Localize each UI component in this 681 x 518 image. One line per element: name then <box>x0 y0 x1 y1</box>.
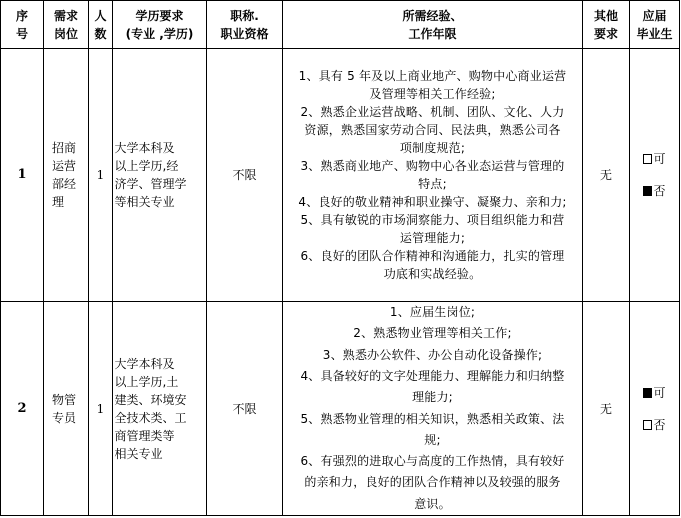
headcount-cell: 1 <box>89 49 113 302</box>
position-cell: 物管 专员 <box>44 302 89 516</box>
header-position: 需求 岗位 <box>44 1 89 49</box>
graduate-option-no[interactable]: 否 <box>630 416 679 434</box>
row-number: 2 <box>1 302 44 516</box>
education-cell: 大学本科及 以上学历,经 济学、管理学 等相关专业 <box>113 49 207 302</box>
table-row <box>1 302 680 516</box>
table-row <box>1 49 680 302</box>
graduate-option-yes[interactable]: 可 <box>630 150 679 168</box>
other-requirements-cell: 无 <box>583 49 630 302</box>
checkbox-icon <box>643 186 652 196</box>
checkbox-icon <box>643 420 652 430</box>
title-cell: 不限 <box>207 49 283 302</box>
header-count: 人 数 <box>89 1 113 49</box>
checkbox-icon <box>643 154 652 164</box>
header-education: 学历要求 (专业 ,学历) <box>113 1 207 49</box>
header-row <box>1 1 680 49</box>
graduate-cell <box>630 49 680 302</box>
header-no: 序 号 <box>1 1 44 49</box>
experience-cell: 1、应届生岗位; 2、熟悉物业管理等相关工作; 3、熟悉办公软件、办公自动化设备操作; 4、具备较好的文字处理能力、理解能力和归纳整 理能力; 5、熟悉物业管理的相关知识，熟悉相关政策、法 规; 6、有强烈的进取心与高度的工作热情，具有较好 的亲和力，良好的团队合作精神以及较强的服务 意识。 <box>283 302 583 516</box>
header-other: 其他 要求 <box>583 1 630 49</box>
header-title: 职称. 职业资格 <box>207 1 283 49</box>
row-number: 1 <box>1 49 44 302</box>
headcount-cell: 1 <box>89 302 113 516</box>
header-experience: 所需经验、 工作年限 <box>283 1 583 49</box>
header-graduate: 应届 毕业生 <box>630 1 680 49</box>
checkbox-icon <box>643 388 652 398</box>
graduate-option-no[interactable]: 否 <box>630 182 679 200</box>
graduate-option-yes[interactable]: 可 <box>630 384 679 402</box>
experience-cell: 1、具有 5 年及以上商业地产、购物中心商业运营 及管理等相关工作经验; 2、熟悉企业运营战略、机制、团队、文化、人力 资源，熟悉国家劳动合同、民法典，熟悉公司各 项制度规范; 3、熟悉商业地产、购物中心各业态运营与管理的 特点; 4、良好的敬业精神和职业操守、凝聚力、亲和力; 5、具有敏锐的市场洞察能力、项目组织能力和营 运管理能力; 6、良好的团队合作精神和沟通能力，扎实的管理 功底和实战经验。 <box>283 49 583 302</box>
position-cell: 招商 运营 部经 理 <box>44 49 89 302</box>
other-requirements-cell: 无 <box>583 302 630 516</box>
graduate-cell <box>630 302 680 516</box>
education-cell: 大学本科及 以上学历,土 建类、环境安 全技术类、工 商管理类等 相关专业 <box>113 302 207 516</box>
title-cell: 不限 <box>207 302 283 516</box>
